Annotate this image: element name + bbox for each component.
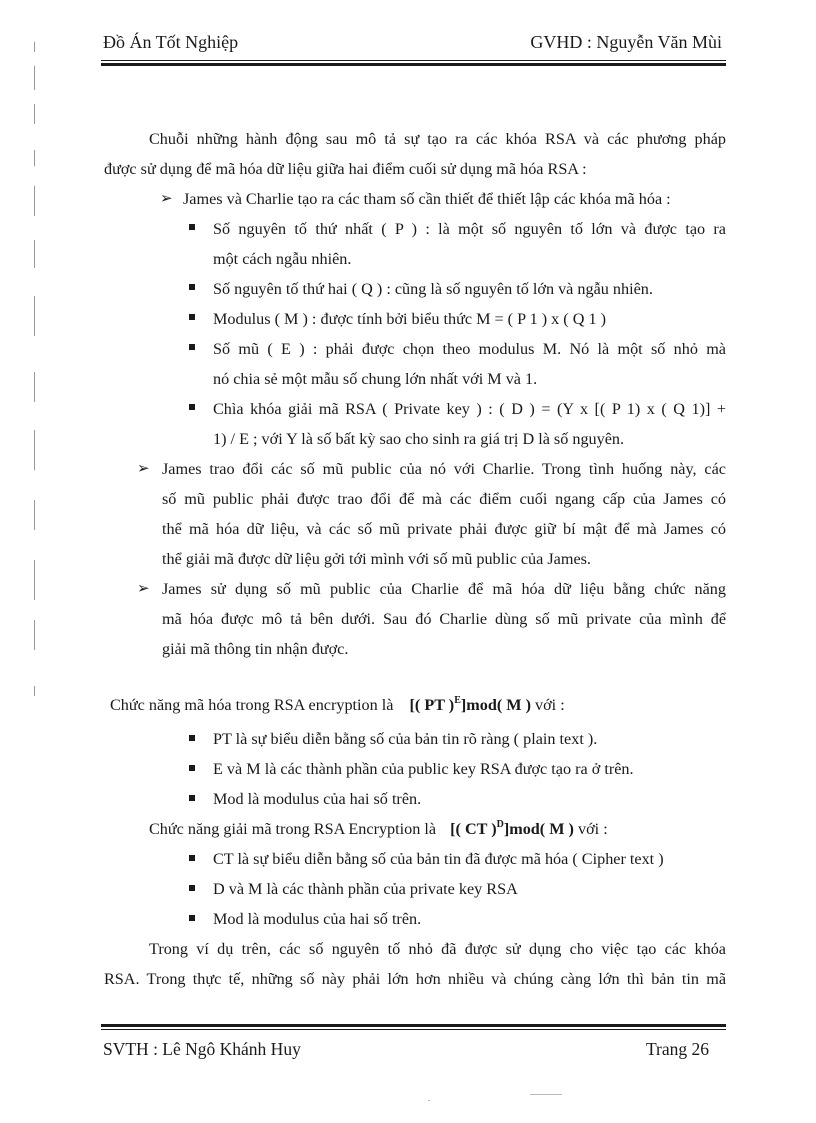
encryption-formula-mod: ]mod( M )	[460, 696, 531, 714]
decryption-formula-base: [( CT )	[450, 820, 497, 838]
list-item: Modulus ( M ) : được tính bởi biểu thức M = ( P 1 ) x ( Q 1 )	[213, 310, 606, 328]
list-item: CT là sự biểu diễn bằng số của bản tin đã được mã hóa ( Cipher text )	[213, 850, 664, 868]
list-item: Chìa khóa giải mã RSA ( Private key ) : ( D ) = (Y x [( P 1) x ( Q 1)] +	[213, 400, 726, 418]
square-bullet-icon	[189, 224, 195, 230]
step-item-continuation: thể giải mã được dữ liệu gởi tới mình với số mũ public của James.	[162, 550, 591, 568]
scan-mark	[34, 150, 35, 166]
square-bullet-icon	[189, 344, 195, 350]
scan-mark	[34, 186, 35, 216]
step-item-continuation: giải mã thông tin nhận được.	[162, 640, 349, 658]
square-bullet-icon	[189, 885, 195, 891]
list-item: Số mũ ( E ) : phải được chọn theo modulus M. Nó là một số nhỏ mà	[213, 340, 726, 358]
scan-mark	[34, 686, 35, 696]
list-item: Số nguyên tố thứ nhất ( P ) : là một số nguyên tố lớn và được tạo ra	[213, 220, 726, 238]
list-item: D và M là các thành phần của private key RSA	[213, 880, 518, 898]
scan-speck	[530, 1094, 562, 1095]
document-title: Đồ Án Tốt Nghiệp	[103, 32, 239, 52]
square-bullet-icon	[189, 795, 195, 801]
scan-mark	[34, 296, 35, 336]
square-bullet-icon	[189, 284, 195, 290]
closing-paragraph-line: RSA. Trong thực tế, những số này phải lớn hơn nhiều và chúng càng lớn thì bản tin mã	[104, 970, 726, 988]
square-bullet-icon	[189, 314, 195, 320]
page-number: Trang 26	[645, 1039, 709, 1059]
decryption-formula-mod: ]mod( M )	[503, 820, 574, 838]
scan-mark	[34, 104, 35, 124]
scan-mark	[34, 500, 35, 530]
step-item: James trao đổi các số mũ public của nó với Charlie. Trong tình huống này, các	[162, 460, 726, 478]
decryption-function-line	[149, 814, 608, 844]
encryption-exponent: E	[454, 694, 461, 706]
encryption-tail: với :	[530, 696, 565, 714]
decryption-intro: Chức năng giải mã trong RSA Encryption là	[149, 820, 441, 838]
square-bullet-icon	[189, 404, 195, 410]
header-rule-thin	[101, 60, 726, 61]
list-item: E và M là các thành phần của public key RSA được tạo ra ở trên.	[213, 760, 634, 778]
list-item-continuation: nó chia sẻ một mẫu số chung lớn nhất với M và 1.	[213, 370, 538, 388]
scan-mark	[34, 66, 35, 90]
decryption-exponent: D	[496, 818, 504, 830]
list-item: PT là sự biểu diễn bằng số của bản tin rõ ràng ( plain text ).	[213, 730, 598, 748]
intro-paragraph-line: Chuỗi những hành động sau mô tả sự tạo ra các khóa RSA và các phương pháp	[149, 130, 726, 148]
square-bullet-icon	[189, 855, 195, 861]
encryption-formula-base: [( PT )	[409, 696, 455, 714]
square-bullet-icon	[189, 915, 195, 921]
step-item-continuation: thể mã hóa dữ liệu, và các số mũ private phải được giữ bí mật để mà James có	[162, 520, 726, 538]
footer-rule-thick	[101, 1024, 726, 1027]
encryption-function-line	[110, 690, 565, 720]
step-item: James sử dụng số mũ public của Charlie để mã hóa dữ liệu bằng chức năng	[162, 580, 726, 598]
footer-rule-thin	[101, 1029, 726, 1030]
decryption-formula	[450, 820, 574, 838]
list-item: Mod là modulus của hai số trên.	[213, 790, 422, 808]
encryption-formula	[410, 696, 531, 714]
list-item-continuation: 1) / E ; với Y là số bất kỳ sao cho sinh ra giá trị D là số nguyên.	[213, 430, 625, 448]
list-item: Số nguyên tố thứ hai ( Q ) : cũng là số nguyên tố lớn và ngẫu nhiên.	[213, 280, 653, 298]
student-name: SVTH : Lê Ngô Khánh Huy	[103, 1039, 301, 1059]
step-item: James và Charlie tạo ra các tham số cần thiết để thiết lập các khóa mã hóa :	[183, 190, 671, 208]
decryption-tail: với :	[573, 820, 608, 838]
arrow-bullet-icon: ➢	[160, 191, 173, 207]
intro-paragraph-line: được sử dụng để mã hóa dữ liệu giữa hai điểm cuối sử dụng mã hóa RSA :	[104, 160, 587, 178]
encryption-intro: Chức năng mã hóa trong RSA encryption là	[110, 696, 398, 714]
scan-mark	[34, 620, 35, 650]
header-rule-thick	[101, 63, 726, 66]
list-item: Mod là modulus của hai số trên.	[213, 910, 422, 928]
step-item-continuation: số mũ public phải được trao đổi để mà các điểm cuối ngang cấp của James có	[162, 490, 726, 508]
closing-paragraph-line: Trong ví dụ trên, các số nguyên tố nhỏ đã được sử dụng cho việc tạo các khóa	[149, 940, 726, 958]
scan-mark	[34, 42, 35, 52]
square-bullet-icon	[189, 735, 195, 741]
square-bullet-icon	[189, 765, 195, 771]
list-item-continuation: một cách ngẫu nhiên.	[213, 250, 352, 268]
scan-mark	[34, 240, 35, 268]
scan-mark	[34, 430, 35, 470]
arrow-bullet-icon: ➢	[137, 461, 150, 477]
scan-mark	[34, 560, 35, 600]
step-item-continuation: mã hóa được mô tả bên dưới. Sau đó Charlie dùng số mũ private của mình để	[162, 610, 726, 628]
arrow-bullet-icon: ➢	[137, 581, 150, 597]
scan-mark	[34, 372, 35, 402]
advisor-name: GVHD : Nguyễn Văn Mùi	[530, 32, 722, 52]
scan-speck	[428, 1100, 430, 1101]
